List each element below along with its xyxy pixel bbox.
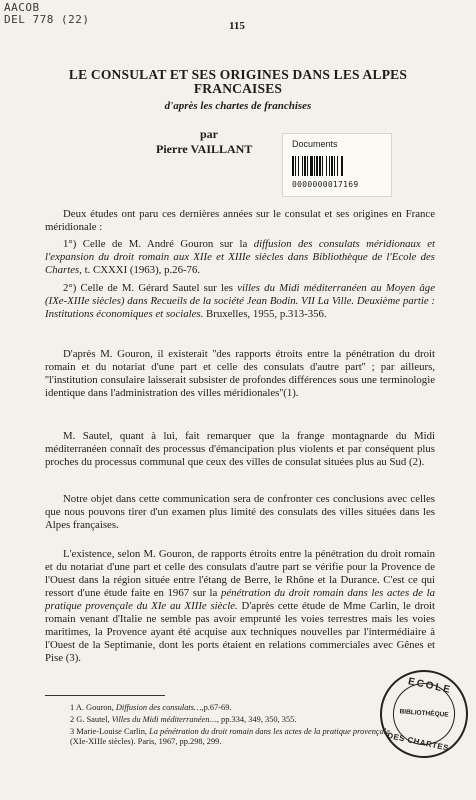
- article-title-line1: LE CONSULAT ET SES ORIGINES DANS LES ALPES: [68, 67, 408, 82]
- paragraph-3-title: villes du Midi méditerranéen au Moyen âge (IXe-XIIIe siècles) dans Recueils de la société Jean Bodin. VII La Ville. Deuxième partie : Institutions économiques et sociales.: [45, 282, 435, 320]
- barcode-number: 0000000017169: [292, 180, 359, 189]
- footnote-3: [70, 727, 396, 747]
- footnote-2-pages: , pp.334, 349, 350, 355.: [216, 715, 297, 724]
- paragraph-7-text-a: L'existence, selon M. Gouron, de rapports étroits entre la pénétration du droit romain et du notariat d'une part et celle des consulats d'autre part se vérifie pour la Provence de l'Ouest dans la région située entre l'étang de Berre, le Rhône et la Durance. C'est ce qui ressort d'une étude faite en 1967 sur la: [45, 548, 435, 599]
- archive-reference: [4, 2, 89, 26]
- paragraph-1: Deux études ont paru ces dernières années sur le consulat et ses origines en France méridionale :: [45, 208, 435, 233]
- footnote-1-author: 1 A. Gouron,: [70, 703, 116, 712]
- archive-reference-line2: DEL 778 (22): [4, 13, 90, 26]
- barcode-bar: [343, 156, 344, 176]
- footnote-1-pages: ,p.67-69.: [201, 703, 232, 712]
- footnote-3-author: 3 Marie-Louise Carlin,: [70, 727, 150, 736]
- author-name: Pierre VAILLANT: [156, 142, 253, 156]
- article-subtitle: d'après les chartes de franchises: [164, 100, 312, 112]
- paragraph-3-text-a: 2°) Celle de M. Gérard Sautel sur les: [63, 282, 238, 294]
- paragraph-6: Notre objet dans cette communication sera de confronter ces conclusions avec celles que nous pouvons tirer d'un examen plus limité des consulats des villes situées dans les Alpes françaises.: [45, 493, 435, 531]
- footnote-2-author: 2 G. Sautel,: [70, 715, 112, 724]
- paragraph-2-text-d: , t. CXXXI (1963), p.26-76.: [79, 264, 201, 276]
- stamp-text-bottom: DES CHARTES: [386, 730, 450, 753]
- footnote-1-title: Diffusion des consulats…: [115, 703, 202, 712]
- footnote-rule: [45, 695, 165, 696]
- library-stamp: [372, 662, 476, 766]
- paragraph-3-text-c: Bruxelles, 1955, p.313-356.: [203, 308, 327, 320]
- paragraph-4: D'après M. Gouron, il existerait ''des rapports étroits entre la pénétration du droit romain et du notariat d'une part et celle des consulats d'autre part'' ; par ailleurs, ''l'institution consulaire laisserait subsister de profondes différences sous une terminologie identique dans l'administration des villes méridionales''(1).: [45, 348, 435, 399]
- article-title: [20, 68, 456, 96]
- page-number: 115: [229, 20, 245, 32]
- barcode-image: [292, 156, 380, 176]
- footnote-3-details: (XIe-XIIIe siècles). Paris, 1967, pp.298, 299.: [70, 737, 222, 746]
- paragraph-3: [45, 282, 435, 321]
- paragraph-7-title: pénétration du droit romain dans les actes de la pratique provençale du XIe au XIIIe siècle.: [45, 587, 435, 612]
- paragraph-2-title: diffusion des consulats méridionaux et l'expansion du droit romain aux XIIe et XIIIe siècles: [45, 238, 435, 263]
- barcode-label-header: Documents: [292, 139, 338, 149]
- paragraph-5: M. Sautel, quant à lui, fait remarquer que la frange montagnarde du Midi méditerranéen connaît des processus d'émancipation plus violents et par conséquent plus proches du processus communal que ceux des villes de consulat situées plus au Sud (2).: [45, 430, 435, 468]
- paragraph-2-text-a: 1°) Celle de M. André Gouron sur la: [63, 238, 254, 250]
- article-title-line2: FRANCAISES: [193, 81, 283, 96]
- paragraph-7-text-c: D'après cette étude de Mme Carlin, le droit romain venant d'Italie ne semble pas avoir emprunté les voies terrestres mais les voies maritimes, la Provence ayant été acquise aux techniques nouvelles par l'intermédiaire à l'Ouest de la Septimanie, dont les ports étaient en relations commerciales avec Gênes et Pise (3).: [45, 600, 435, 664]
- paragraph-2-journal: dans Bibliothèque de l'Ecole des Chartes: [45, 251, 435, 276]
- stamp-text-top: ECOLE: [407, 676, 453, 697]
- footnote-2: [70, 715, 382, 725]
- library-barcode-label: [282, 133, 392, 197]
- stamp-text-middle: BIBLIOTHÈQUE: [399, 708, 449, 719]
- footnote-3-title: La pénétration du droit romain dans les actes de la pratique provençale: [149, 727, 390, 736]
- paragraph-2: [45, 238, 435, 277]
- byline-par: par: [200, 127, 218, 141]
- footnote-1: [70, 703, 382, 713]
- paragraph-7: [45, 548, 435, 665]
- footnote-2-title: Villes du Midi méditerranéen…: [111, 715, 217, 724]
- archive-reference-line1: AACOB: [4, 1, 40, 14]
